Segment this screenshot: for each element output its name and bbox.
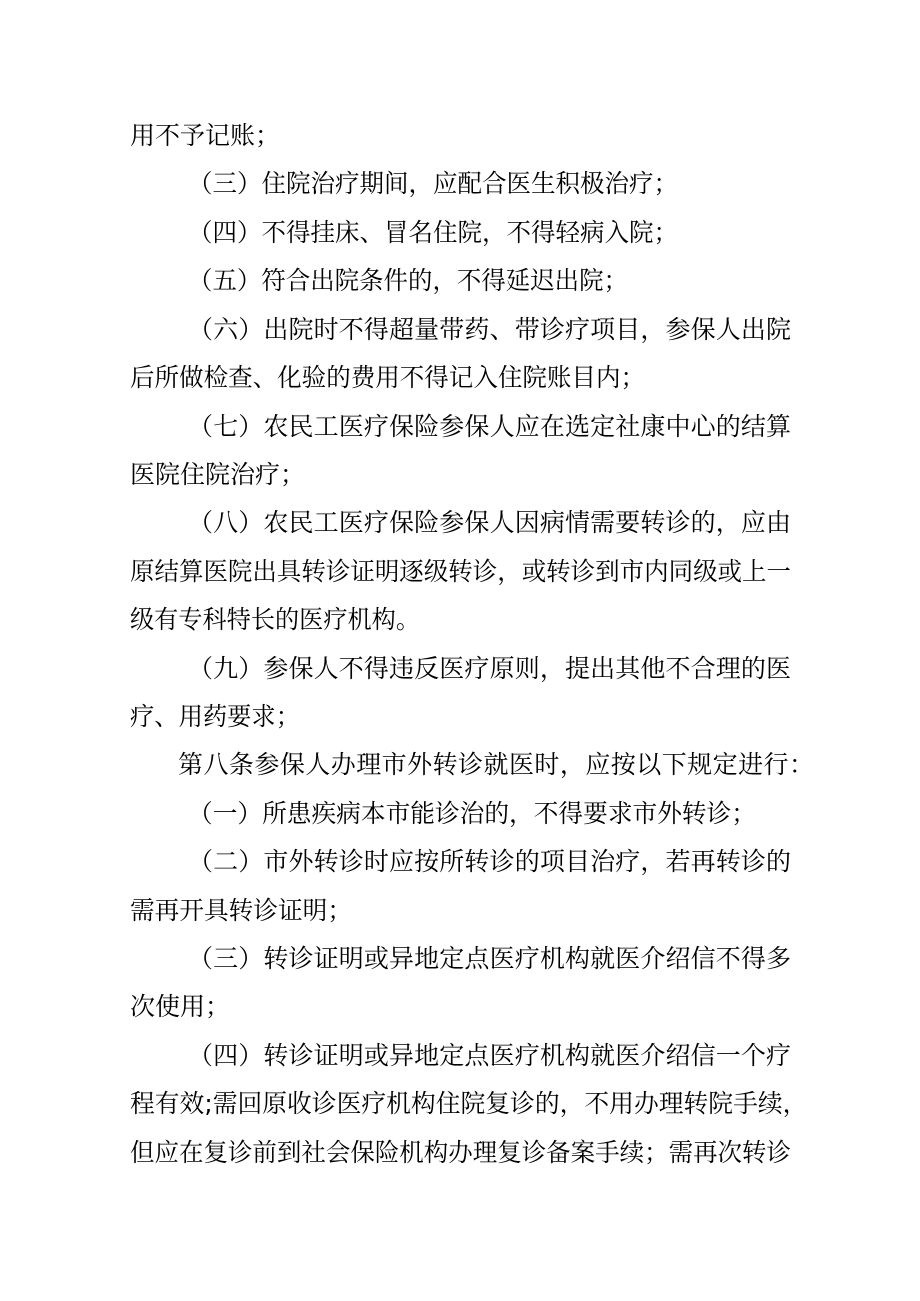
text-line: （四）不得挂床、冒名住院，不得轻病入院； (188, 218, 679, 247)
text-line: （三）住院治疗期间，应配合医生积极治疗； (188, 169, 679, 198)
text-line: （八）农民工医疗保险参保人因病情需要转诊的，应由 (188, 508, 792, 537)
text-line: （五）符合出院条件的，不得延迟出院； (188, 266, 629, 295)
text-line: 程有效;需回原收诊医疗机构住院复诊的，不用办理转院手续， (130, 1089, 808, 1118)
text-line: 第八条参保人办理市外转诊就医时，应按以下规定进行： (178, 750, 815, 779)
text-line: 次使用； (130, 992, 231, 1021)
text-line: 原结算医院出具转诊证明逐级转诊，或转诊到市内同级或上一 (130, 557, 792, 586)
text-line: （七）农民工医疗保险参保人应在选定社康中心的结算 (188, 412, 792, 441)
text-line: 后所做检查、化验的费用不得记入住院账目内； (130, 363, 646, 392)
text-line: 级有专科特长的医疗机构。 (130, 605, 421, 634)
text-line: 疗、用药要求； (130, 702, 301, 731)
text-line: （四）转诊证明或异地定点医疗机构就医介绍信一个疗 (188, 1041, 792, 1070)
text-line: （三）转诊证明或异地定点医疗机构就医介绍信不得多 (188, 944, 792, 973)
text-line: 医院住院治疗； (130, 460, 306, 489)
text-line: （二）市外转诊时应按所转诊的项目治疗，若再转诊的 (188, 847, 792, 876)
text-line: 但应在复诊前到社会保险机构办理复诊备案手续；需再次转诊 (130, 1138, 792, 1167)
text-line: 需再开具转诊证明； (130, 896, 353, 925)
text-line: （六）出院时不得超量带药、带诊疗项目，参保人出院 (188, 315, 792, 344)
text-line: 用不予记账； (130, 121, 281, 150)
text-line: （九）参保人不得违反医疗原则，提出其他不合理的医 (188, 654, 792, 683)
text-line: （一）所患疾病本市能诊治的，不得要求市外转诊； (188, 799, 757, 828)
